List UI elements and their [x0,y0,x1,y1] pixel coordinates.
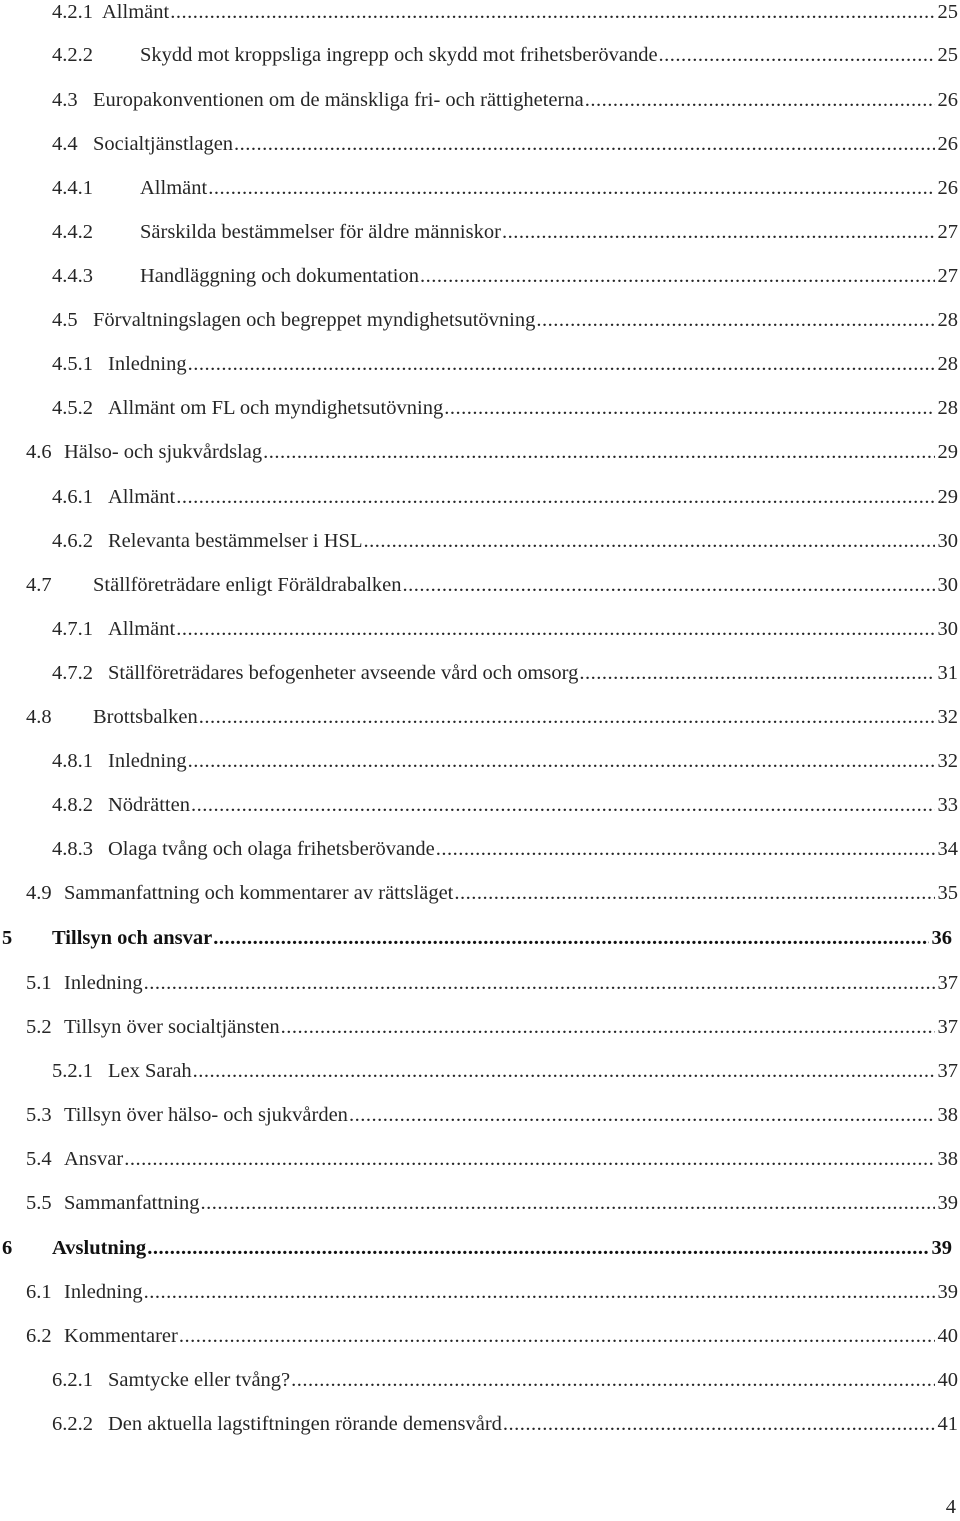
toc-entry[interactable] [0,392,960,424]
toc-entry[interactable] [0,1143,960,1175]
toc-entry-number: 4.9 [26,882,52,904]
toc-dot-leader [170,0,934,28]
toc-entry-title: Allmänt [108,486,176,508]
toc-entry-title: Socialtjänstlagen [93,133,234,155]
toc-entry-title: Tillsyn och ansvar [52,927,213,949]
toc-entry[interactable] [0,657,960,689]
toc-entry[interactable] [0,1364,960,1396]
toc-dot-leader [176,481,934,513]
toc-entry[interactable] [0,613,960,645]
toc-entry-number: 4.8.3 [52,838,93,860]
toc-entry-title: Sammanfattning och kommentarer av rättsläget [64,882,454,904]
toc-entry-number: 5 [2,927,13,949]
toc-entry-number: 4.8 [26,706,52,728]
toc-entry-page: 33 [937,794,958,816]
toc-entry-title: Allmänt [108,618,176,640]
toc-entry-title: Ansvar [64,1148,124,1170]
toc-entry-page: 35 [937,882,958,904]
toc-entry-page: 38 [937,1148,958,1170]
toc-entry-number: 5.5 [26,1192,52,1214]
toc-entry-title: Inledning [64,1281,143,1303]
toc-dot-leader [191,789,935,821]
toc-entry-title: Särskilda bestämmelser för äldre människor [140,221,501,243]
toc-entry[interactable] [0,1011,960,1043]
toc-dot-leader [144,967,935,999]
toc-dot-leader [502,216,935,248]
toc-entry-page: 27 [937,265,958,287]
toc-entry-number: 5.4 [26,1148,52,1170]
toc-entry[interactable] [0,0,960,28]
toc-entry-title: Hälso- och sjukvårdslag [64,441,263,463]
toc-entry-page: 37 [937,1060,958,1082]
toc-entry-title: Ställföreträdares befogenheter avseende vård och omsorg [108,662,579,684]
toc-dot-leader [363,525,934,557]
toc-entry-title: Sammanfattning [64,1192,200,1214]
toc-entry-page: 39 [937,1192,958,1214]
toc-entry-page: 41 [937,1413,958,1435]
toc-dot-leader [147,1232,928,1264]
toc-dot-leader [291,1364,934,1396]
toc-entry[interactable] [0,745,960,777]
toc-entry-page: 28 [937,309,958,331]
toc-entry-number: 4.7.2 [52,662,93,684]
toc-entry-title: Allmänt [140,177,208,199]
toc-entry-title: Inledning [108,750,187,772]
toc-entry-page: 26 [937,133,958,155]
toc-entry[interactable] [0,1320,960,1352]
toc-entry-number: 4.2.2 [52,44,93,66]
toc-entry[interactable] [0,1187,960,1219]
toc-entry[interactable] [0,1055,960,1087]
toc-entry-number: 6.2 [26,1325,52,1347]
toc-entry-number: 4.5.2 [52,397,93,419]
toc-entry-title: Ställföreträdare enligt Föräldrabalken [93,574,402,596]
toc-entry[interactable] [0,1408,960,1440]
toc-entry-page: 26 [937,177,958,199]
toc-entry-page: 26 [937,89,958,111]
toc-entry-page: 32 [937,706,958,728]
toc-chapter-entry[interactable] [0,1232,960,1264]
toc-entry-title: Lex Sarah [108,1060,192,1082]
toc-entry-page: 37 [937,972,958,994]
toc-entry-number: 5.1 [26,972,52,994]
toc-dot-leader [234,128,934,160]
toc-entry[interactable] [0,348,960,380]
toc-entry-page: 32 [937,750,958,772]
toc-entry[interactable] [0,569,960,601]
toc-dot-leader [144,1276,935,1308]
toc-entry-page: 30 [937,618,958,640]
toc-entry-page: 31 [937,662,958,684]
toc-dot-leader [208,172,934,204]
toc-entry[interactable] [0,128,960,160]
toc-entry-title: Förvaltningslagen och begreppet myndighetsutövning [93,309,536,331]
toc-entry-number: 4.4.1 [52,177,93,199]
toc-entry-page: 30 [937,530,958,552]
toc-entry-number: 4.5.1 [52,353,93,375]
toc-entry-page: 29 [937,486,958,508]
toc-dot-leader [454,877,934,909]
page-number: 4 [945,1496,956,1518]
toc-entry-title: Avslutning [52,1237,147,1259]
toc-entry-page: 25 [937,1,958,23]
toc-entry[interactable] [0,481,960,513]
toc-entry-page: 30 [937,574,958,596]
toc-entry-number: 5.3 [26,1104,52,1126]
toc-entry-title: Den aktuella lagstiftningen rörande demensvård [108,1413,502,1435]
toc-dot-leader [201,1187,935,1219]
toc-entry-page: 29 [937,441,958,463]
toc-dot-leader [403,569,935,601]
toc-dot-leader [188,745,935,777]
toc-entry[interactable] [0,260,960,292]
toc-entry-title: Kommentarer [64,1325,178,1347]
toc-dot-leader [444,392,934,424]
toc-entry-number: 4.4.2 [52,221,93,243]
toc-entry-title: Brottsbalken [93,706,198,728]
toc-entry-number: 4.4 [52,133,78,155]
toc-dot-leader [349,1099,935,1131]
toc-entry[interactable] [0,525,960,557]
toc-entry[interactable] [0,967,960,999]
toc-dot-leader [420,260,935,292]
toc-dot-leader [436,833,935,865]
toc-entry-number: 4.3 [52,89,78,111]
toc-entry-title: Handläggning och dokumentation [140,265,419,287]
toc-entry-page: 28 [937,353,958,375]
toc-entry-title: Nödrätten [108,794,190,816]
toc-entry-title: Tillsyn över socialtjänsten [64,1016,280,1038]
toc-entry-title: Skydd mot kroppsliga ingrepp och skydd mot frihetsberövande [140,44,658,66]
toc-entry-number: 6.1 [26,1281,52,1303]
toc-entry-number: 6 [2,1237,13,1259]
toc-entry-page: 37 [937,1016,958,1038]
toc-entry-number: 4.2.1 [52,1,93,23]
toc-entry[interactable] [0,701,960,733]
toc-dot-leader [176,613,934,645]
toc-entry-title: Samtycke eller tvång? [108,1369,291,1391]
toc-entry[interactable] [0,833,960,865]
toc-entry-page: 39 [931,1237,952,1259]
toc-entry[interactable] [0,436,960,468]
toc-entry-number: 4.6.2 [52,530,93,552]
toc-dot-leader [659,39,935,71]
toc-entry-title: Olaga tvång och olaga frihetsberövande [108,838,435,860]
toc-entry-number: 4.7.1 [52,618,93,640]
toc-entry-page: 28 [937,397,958,419]
toc-entry-title: Tillsyn över hälso- och sjukvården [64,1104,348,1126]
toc-entry-page: 40 [937,1325,958,1347]
toc-dot-leader [281,1011,935,1043]
toc-entry-title: Relevanta bestämmelser i HSL [108,530,363,552]
toc-entry-number: 4.6.1 [52,486,93,508]
toc-entry-page: 40 [937,1369,958,1391]
toc-dot-leader [536,304,934,336]
toc-entry-page: 39 [937,1281,958,1303]
toc-entry-number: 4.8.2 [52,794,93,816]
toc-entry[interactable] [0,216,960,248]
toc-entry-title: Inledning [64,972,143,994]
toc-entry[interactable] [0,172,960,204]
toc-entry[interactable] [0,304,960,336]
toc-dot-leader [179,1320,935,1352]
toc-entry[interactable] [0,39,960,71]
toc-entry-page: 25 [937,44,958,66]
toc-entry[interactable] [0,1099,960,1131]
toc-entry-title: Allmänt [102,1,170,23]
toc-dot-leader [213,922,928,954]
toc-entry-number: 5.2.1 [52,1060,93,1082]
toc-entry[interactable] [0,789,960,821]
toc-entry-title: Europakonventionen om de mänskliga fri- och rättigheterna [93,89,584,111]
toc-entry-title: Allmänt om FL och myndighetsutövning [108,397,444,419]
toc-entry-title: Inledning [108,353,187,375]
toc-entry-number: 6.2.2 [52,1413,93,1435]
toc-entry-number: 4.6 [26,441,52,463]
toc-entry[interactable] [0,877,960,909]
toc-entry-number: 4.4.3 [52,265,93,287]
toc-entry[interactable] [0,1276,960,1308]
toc-entry-page: 38 [937,1104,958,1126]
toc-dot-leader [199,701,935,733]
toc-dot-leader [579,657,934,689]
toc-dot-leader [585,84,935,116]
toc-entry-page: 34 [937,838,958,860]
toc-chapter-entry[interactable] [0,922,960,954]
toc-dot-leader [124,1143,934,1175]
toc-entry-page: 36 [931,927,952,949]
toc-dot-leader [188,348,935,380]
toc-entry-number: 4.7 [26,574,52,596]
toc-entry[interactable] [0,84,960,116]
toc-entry-number: 6.2.1 [52,1369,93,1391]
toc-entry-page: 27 [937,221,958,243]
toc-dot-leader [263,436,934,468]
toc-dot-leader [503,1408,935,1440]
toc-entry-number: 4.8.1 [52,750,93,772]
toc-dot-leader [193,1055,935,1087]
toc-entry-number: 5.2 [26,1016,52,1038]
toc-entry-number: 4.5 [52,309,78,331]
